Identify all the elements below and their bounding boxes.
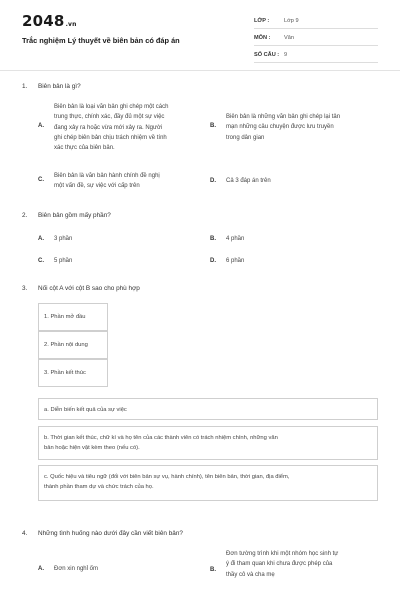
meta-subject xyxy=(254,29,378,46)
option-label: B. xyxy=(210,236,216,242)
option-text xyxy=(54,171,160,192)
option-line: Biên bản là những văn bản ghi chép lại tản xyxy=(226,114,341,120)
meta-count xyxy=(254,46,378,63)
option-label: A. xyxy=(38,566,44,572)
question-text: Nối cột A với cột B sao cho phù hợp xyxy=(38,285,140,292)
column-a-item[interactable]: 1. Phần mở đầu xyxy=(38,303,108,331)
option-label: D. xyxy=(210,178,216,184)
column-a-item[interactable]: 3. Phần kết thúc xyxy=(38,359,108,387)
option-line: một vấn đề, sự việc với cấp trên xyxy=(54,183,140,190)
meta-label: MÔN : xyxy=(254,35,271,41)
option-text xyxy=(226,112,340,143)
column-b-line: c. Quốc hiệu và tiêu ngữ (đối với biên bản sự vụ, hành chính), tên biên bản, thời gian, địa điểm, xyxy=(44,474,290,480)
option-line: xác thực của biên bản. xyxy=(54,145,115,152)
logo-suffix: .vn xyxy=(65,21,77,28)
option-text: Đơn xin nghỉ ốm xyxy=(54,566,98,572)
option-line: Cả 3 đáp án trên xyxy=(226,178,271,184)
option-line: Biên bản là loại văn bản ghi chép một cách xyxy=(54,104,169,110)
question-number: 3. xyxy=(22,285,28,292)
header-divider xyxy=(0,70,400,71)
option-text: 6 phần xyxy=(226,258,245,264)
column-b-line: bản hoặc hiện vật kèm theo (nếu có). xyxy=(44,445,140,451)
meta-class xyxy=(254,12,378,29)
option-text: 5 phần xyxy=(54,258,73,264)
option-line: đang xảy ra hoặc vừa mới xảy ra. Người xyxy=(54,124,163,131)
option-line: trung thực, chính xác, đầy đủ một sự việc xyxy=(54,114,165,121)
option-text xyxy=(54,102,168,153)
option-line: trong dân gian xyxy=(226,134,265,141)
question-number: 4. xyxy=(22,530,28,537)
option-text: 3 phần xyxy=(54,236,73,242)
option-line: thầy cô và cha mẹ xyxy=(226,571,275,578)
option-line: Biên bản là văn bản hành chính đề nghị xyxy=(54,173,160,179)
option-label: B. xyxy=(210,567,216,573)
question-number: 2. xyxy=(22,212,28,219)
option-line: ghi chép biên bản chịu trách nhiệm về tính xyxy=(54,134,167,141)
column-b-item[interactable] xyxy=(38,426,378,460)
logo-text: 2048 xyxy=(22,12,65,30)
question-text: Biên bản gồm mấy phần? xyxy=(38,212,111,219)
option-text xyxy=(226,549,338,580)
document-title: Trắc nghiệm Lý thuyết về biên bản có đáp án xyxy=(22,36,180,45)
meta-label: SỐ CÂU : xyxy=(254,52,280,58)
option-label: A. xyxy=(38,236,44,242)
meta-value: Lớp 9 xyxy=(284,18,299,24)
question-text: Biên bản là gì? xyxy=(38,83,81,90)
column-b-line: a. Diễn biến kết quả của sự việc xyxy=(44,407,127,413)
option-label: A. xyxy=(38,123,44,129)
page-header xyxy=(0,0,400,70)
option-line: ý đi tham quan khi chưa được phép của xyxy=(226,561,333,568)
option-label: D. xyxy=(210,258,216,264)
option-label: C. xyxy=(38,177,44,183)
question-number: 1. xyxy=(22,83,28,90)
meta-label: LỚP : xyxy=(254,18,270,24)
column-b-item[interactable] xyxy=(38,465,378,501)
question-text: Những tình huống nào dưới đây cần viết biên bản? xyxy=(38,530,183,537)
option-text xyxy=(226,178,271,185)
column-a-item[interactable]: 2. Phần nội dung xyxy=(38,331,108,359)
site-logo[interactable] xyxy=(22,12,77,30)
column-b-line: b. Thời gian kết thúc, chữ kí và họ tên của các thành viên có trách nhiệm chính, những văn xyxy=(44,435,278,441)
option-line: Đơn tường trình khi một nhóm học sinh tự xyxy=(226,551,339,557)
column-b-item[interactable] xyxy=(38,398,378,420)
option-label: B. xyxy=(210,123,216,129)
option-label: C. xyxy=(38,258,44,264)
option-line: mạn những câu chuyện được lưu truyền xyxy=(226,124,334,131)
meta-value: Văn xyxy=(284,35,294,41)
meta-value: 9 xyxy=(284,52,288,58)
column-b-line: thành phần tham dự và chức trách của họ. xyxy=(44,484,154,490)
option-text: 4 phần xyxy=(226,236,245,242)
